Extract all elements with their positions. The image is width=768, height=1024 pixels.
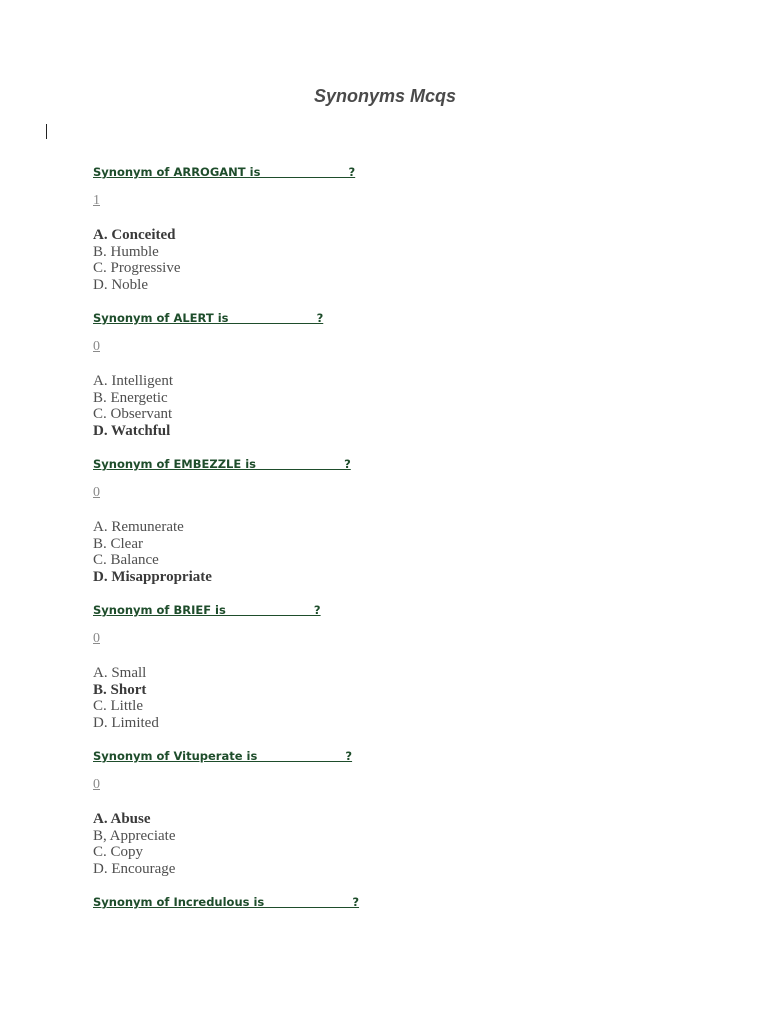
question-prompt: Synonym of BRIEF is ? — [93, 603, 321, 617]
question-block — [93, 894, 493, 910]
option-a[interactable]: A. Remunerate — [93, 519, 184, 535]
option-a[interactable]: A. Abuse — [93, 811, 151, 827]
answer-count[interactable]: 1 — [93, 193, 100, 208]
option-d[interactable]: D. Limited — [93, 715, 159, 732]
option-b[interactable]: B. Energetic — [93, 389, 168, 406]
option-d[interactable]: D. Noble — [93, 277, 148, 294]
question-prompt: Synonym of ALERT is ? — [93, 311, 324, 325]
question-prompt: Synonym of EMBEZZLE is ? — [93, 457, 351, 471]
question-prompt: Synonym of Incredulous is ? — [93, 895, 360, 909]
option-c[interactable]: C. Progressive — [93, 260, 181, 277]
question-block — [93, 310, 493, 440]
question-prompt: Synonym of Vituperate is ? — [93, 749, 353, 763]
options-list — [93, 811, 493, 878]
option-c[interactable]: C. Observant — [93, 406, 173, 423]
option-a[interactable]: A. Small — [93, 665, 147, 681]
answer-count[interactable]: 0 — [93, 631, 100, 646]
option-b[interactable]: B. Short — [93, 681, 147, 698]
question-block — [93, 456, 493, 586]
option-d[interactable]: D. Watchful — [93, 423, 171, 440]
option-c[interactable]: C. Little — [93, 698, 143, 715]
option-b[interactable]: B. Humble — [93, 243, 159, 260]
question-prompt: Synonym of ARROGANT is ? — [93, 165, 356, 179]
question-block — [93, 602, 493, 732]
options-list — [93, 519, 493, 586]
options-list — [93, 373, 493, 440]
option-b[interactable]: B. Clear — [93, 535, 143, 552]
answer-count[interactable]: 0 — [93, 485, 100, 500]
option-d[interactable]: D. Encourage — [93, 861, 176, 878]
option-d[interactable]: D. Misappropriate — [93, 569, 212, 586]
text-cursor — [46, 124, 47, 139]
option-c[interactable]: C. Copy — [93, 844, 144, 861]
option-a[interactable]: A. Conceited — [93, 227, 176, 243]
page-title — [0, 86, 768, 107]
answer-count[interactable]: 0 — [93, 339, 100, 354]
question-block — [93, 748, 493, 878]
option-c[interactable]: C. Balance — [93, 552, 159, 569]
answer-count[interactable]: 0 — [93, 777, 100, 792]
option-a[interactable]: A. Intelligent — [93, 373, 173, 389]
options-list — [93, 665, 493, 732]
options-list — [93, 227, 493, 294]
question-block — [93, 164, 493, 294]
page-title-text: Synonyms Mcqs — [313, 86, 457, 106]
option-b[interactable]: B, Appreciate — [93, 827, 176, 844]
